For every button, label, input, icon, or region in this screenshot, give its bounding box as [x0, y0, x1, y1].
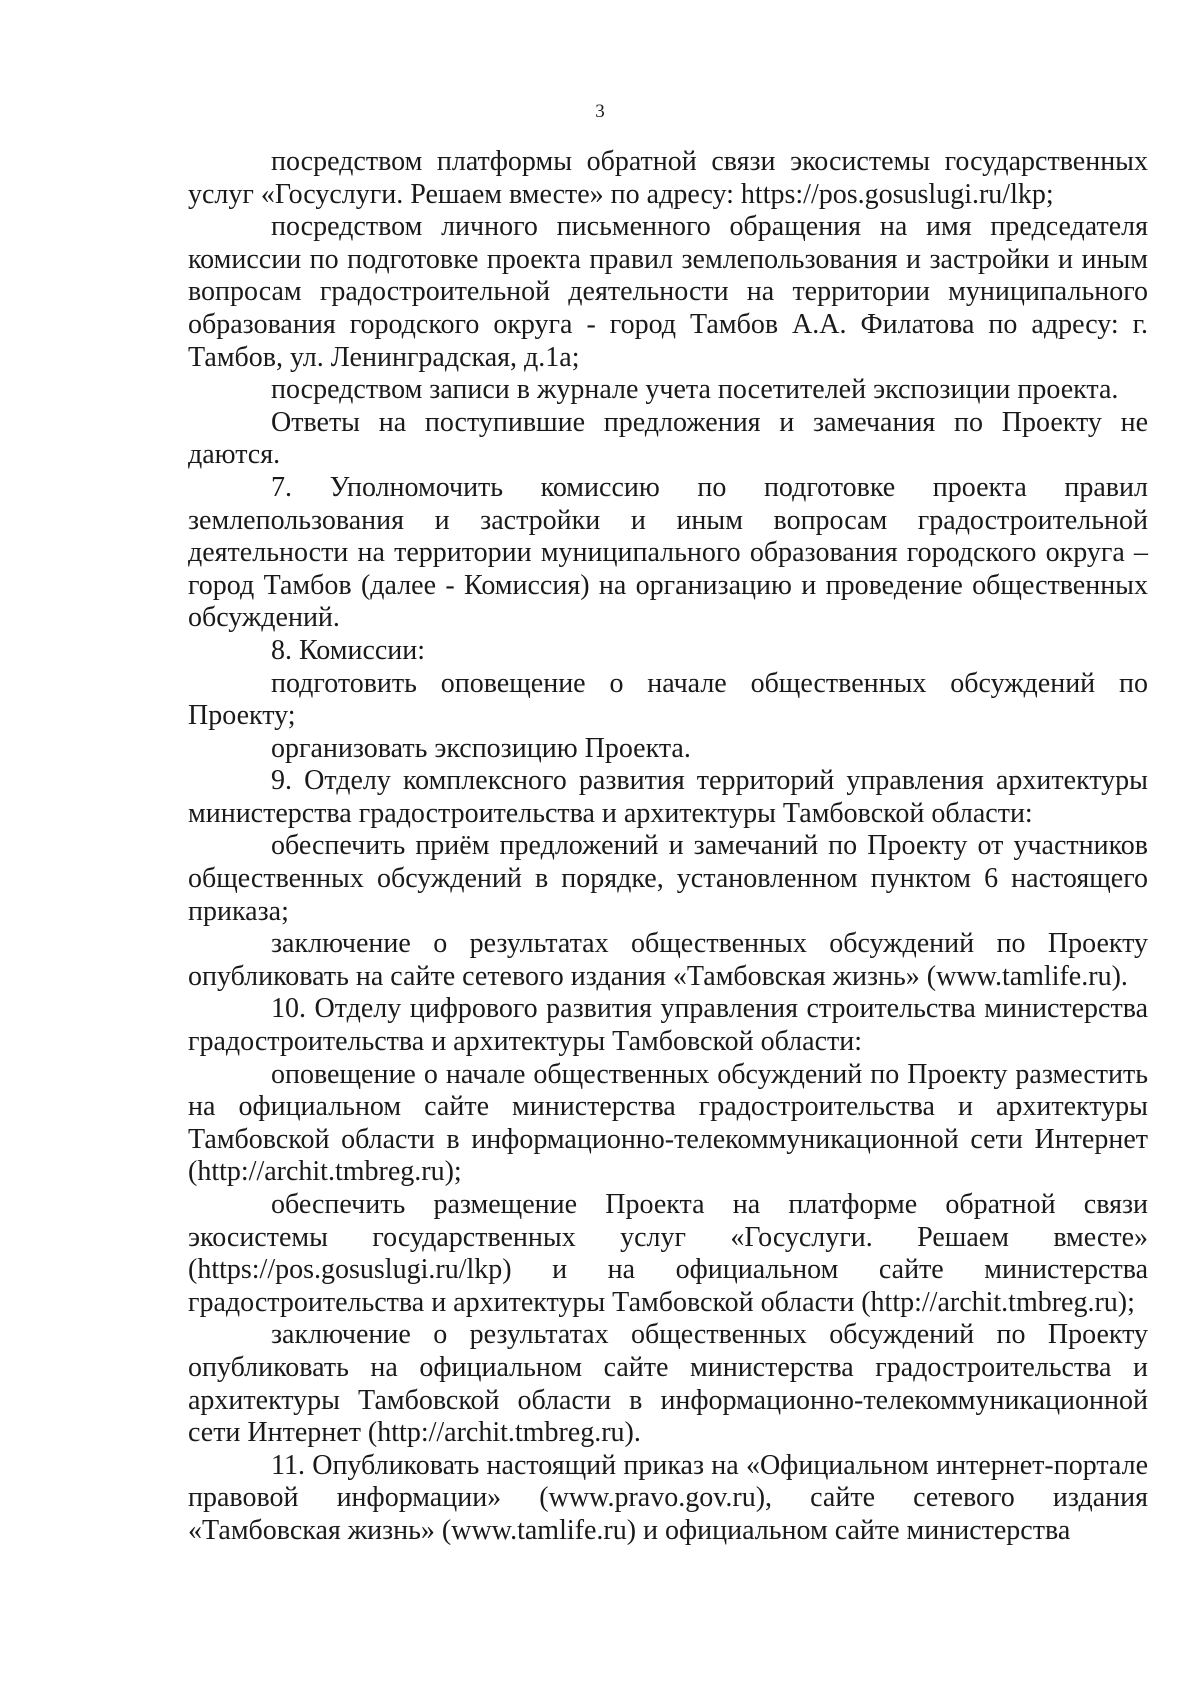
paragraph: посредством платформы обратной связи экосистемы государственных услуг «Госуслуги. Решаем вместе» по адресу: https://pos.gosuslugi.ru/lkp;	[188, 146, 1148, 210]
paragraph: организовать экспозицию Проекта.	[271, 732, 691, 764]
paragraph: заключение о результатах общественных обсуждений по Проекту опубликовать на официальном сайте министерства градостроительства и архитектуры Тамбовской области в информационно-телекоммуникационной сети Интернет (http://archit.tmbreg.ru).	[188, 1319, 1148, 1449]
paragraph-item-8: 8. Комиссии:	[271, 634, 426, 666]
page-number: 3	[595, 101, 605, 122]
document-body	[188, 146, 1148, 1548]
paragraph: оповещение о начале общественных обсуждений по Проекту разместить на официальном сайте министерства градостроительства и архитектуры Тамбовской области в информационно-телекоммуникационной сети Интернет (http://archit.tmbreg.ru);	[188, 1058, 1148, 1188]
paragraph-item-9: 9. Отделу комплексного развития территорий управления архитектуры министерства градостроительства и архитектуры Тамбовской области:	[188, 765, 1148, 829]
paragraph: подготовить оповещение о начале общественных обсуждений по Проекту;	[188, 667, 1148, 732]
paragraph-item-11: 11. Опубликовать настоящий приказ на «Официальном интернет-портале правовой информации» (www.pravo.gov.ru), сайте сетевого издания «Тамбовская жизнь» (www.tamlife.ru) и официальном сайте министерства	[188, 1449, 1148, 1546]
paragraph: посредством личного письменного обращения на имя председателя комиссии по подготовке проекта правил землепользования и застройки и иным вопросам градостроительной деятельности на территории муниципального образования городского округа - город Тамбов А.А. Филатова по адресу: г. Тамбов, ул. Ленинградская, д.1а;	[188, 211, 1148, 373]
paragraph-item-7: 7. Уполномочить комиссию по подготовке проекта правил землепользования и застройки и иным вопросам градостроительной деятельности на территории муниципального образования городского округа – город Тамбов (далее - Комиссия) на организацию и проведение общественных обсуждений.	[188, 471, 1148, 634]
paragraph-item-10: 10. Отделу цифрового развития управления строительства министерства градостроительства и архитектуры Тамбовской области:	[188, 993, 1148, 1058]
paragraph: обеспечить приём предложений и замечаний по Проекту от участников общественных обсуждений в порядке, установленном пунктом 6 настоящего приказа;	[188, 830, 1148, 927]
paragraph: обеспечить размещение Проекта на платформе обратной связи экосистемы государственных услуг «Госуслуги. Решаем вместе» (https://pos.gosuslugi.ru/lkp) и на официальном сайте министерства градостроительства и архитектуры Тамбовской области (http://archit.tmbreg.ru);	[188, 1189, 1148, 1318]
paragraph: заключение о результатах общественных обсуждений по Проекту опубликовать на сайте сетевого издания «Тамбовская жизнь» (www.tamlife.ru).	[188, 928, 1148, 992]
paragraph: Ответы на поступившие предложения и замечания по Проекту не даются.	[188, 406, 1148, 471]
paragraph: посредством записи в журнале учета посетителей экспозиции проекта.	[271, 374, 1119, 406]
